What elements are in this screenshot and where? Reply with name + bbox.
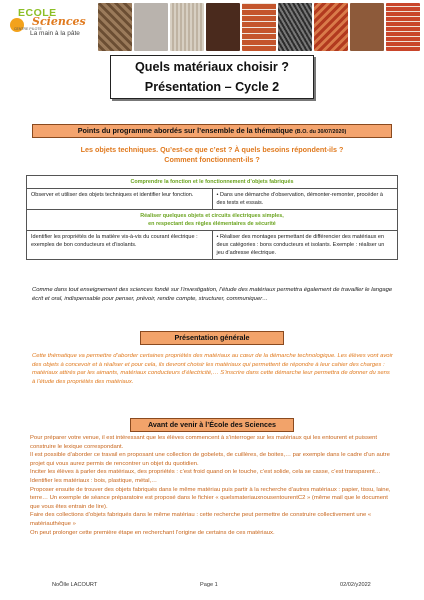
before-visit-paragraph: Il est possible d’aborder ce travail en proposant une collection de gobelets, de cuillères, de boites,… par exemple dans le cadre d’un autre projet qui vous aurez permis de rencontrer un objet du quotidien. (30, 452, 390, 467)
guiding-questions (50, 145, 374, 165)
logo-main-text: La main à la pâte (30, 30, 80, 37)
table-header-1: Comprendre la fonction et le fonctionnement d’objets fabriqués (130, 179, 294, 185)
footer-date: 02/02/y2022 (340, 582, 371, 588)
leather-texture-tile (350, 3, 384, 51)
before-visit-paragraph: On peut prolonger cette première étape en recherchant l’origine de certains de ces matériaux. (30, 529, 275, 536)
material-texture-strip (98, 3, 420, 51)
table-header-row (27, 176, 397, 188)
table-row (27, 230, 397, 259)
brick-texture-tile (242, 3, 276, 51)
page-header (0, 0, 424, 52)
presentation-paragraph: Cette thématique va permettre d’aborder certaines propriétés des matériaux au cœur de la démarche technologique. Les élèves vont avoir des objets à concevoir et à réaliser et pour cela, ils devront choisir les matériaux qui permettent de répondre à leur cahier des charges : matériaux attirés par les aimants, matériaux conducteurs d’électricité,… S’inscrire dans cette démarche leur permettra de donner du sens à l’étude des propriétés des matériaux. (32, 353, 393, 385)
question-1: Les objets techniques. Qu’est-ce que c’est ? À quels besoins répondent-ils ? (80, 145, 344, 154)
before-visit-paragraph: Pour préparer votre venue, il est intéressant que les élèves commencent à s’interroger sur les matériaux qui les entourent et puissent construire le lexique correspondant. (30, 435, 378, 450)
footer-page-number: Page 1 (200, 582, 218, 588)
document-title-box (110, 55, 314, 99)
logo-ecole-text: ECOLE (18, 7, 57, 19)
section-before-visit-heading: Avant de venir à l’École des Sciences (130, 418, 294, 432)
section-presentation-heading: Présentation générale (140, 331, 284, 345)
before-visit-paragraph: Faire des collections d’objets fabriqués dans le même matériau : cette recherche peut permettre de construire collectivement une « matériauthèque » (30, 512, 372, 527)
before-visit-paragraph: Proposer ensuite de trouver des objets fabriqués dans le même matériau puis partir à la recherche d’autres matériaux : papier, tissu, laine, terre… Un exemple de séance préparatoire est proposé dans le fichier « quelsmateriauxnousentourentC2 » (même mail que le document que vous êtes entrain de lire). (30, 486, 391, 510)
table-header-2-line-1: Réaliser quelques objets et circuits électriques simples, (140, 213, 284, 219)
table-header-2-line-2: en respectant des règles élémentaires de sécurité (148, 221, 276, 227)
before-visit-paragraph: Inciter les élèves à parler des matériaux, des propriétés : c’est froid quand on le touche, c’est solide, cela se casse, c’est transparent… (30, 469, 381, 476)
table-cell-competence: Observer et utiliser des objets techniques et identifier leur fonction. (31, 192, 194, 198)
red-brick-texture-tile (386, 3, 420, 51)
table-header-2 (140, 212, 284, 228)
table-header-row (27, 209, 397, 230)
logo-sciences-text: Sciences (32, 15, 86, 28)
question-2: Comment fonctionnent-ils ? (164, 155, 260, 164)
wood-texture-tile (98, 3, 132, 51)
programme-heading-text: Points du programme abordés sur l’ensemble de la thématique (77, 126, 294, 135)
terracotta-texture-tile (314, 3, 348, 51)
before-visit-paragraph: Identifier les matériaux : bois, plastique, métal,… (30, 477, 158, 484)
logo-centre-text: CENTRE PILOTE (14, 27, 42, 31)
fabric-texture-tile (170, 3, 204, 51)
table-cell-competence: Identifier les propriétés de la matière vis-à-vis du courant électrique : exemples de bon conducteurs et d’isolants. (31, 234, 198, 248)
table-cell-activity: • Dans une démarche d’observation, démonter-remonter, procéder à des tests et essais. (212, 189, 398, 209)
stone-texture-tile (134, 3, 168, 51)
dark-wood-texture-tile (206, 3, 240, 51)
programme-heading-note: (B.O. du 30/07/2020) (295, 129, 347, 135)
section-programme-heading (32, 124, 392, 138)
before-visit-text (30, 434, 396, 537)
programme-table (26, 175, 398, 260)
footer-author: NoÕlle LACOURT (52, 582, 98, 588)
weave-texture-tile (278, 3, 312, 51)
intro-paragraph: Comme dans tout enseignement des sciences fondé sur l’investigation, l’étude des matériaux permettra également de travailler le langage écrit et oral, indispensable pour penser, prévoir, rendre compte, structurer, communiquer… (32, 287, 393, 302)
table-row (27, 188, 397, 209)
ecole-des-sciences-logo (8, 4, 90, 48)
document-title: Quels matériaux choisir ? (135, 60, 289, 74)
table-cell-activity: • Réaliser des montages permettant de différencier des matériaux en deux catégories : bons conducteurs et isolants. Exemple : réaliser un jeu d’adresse électrique. (212, 231, 398, 259)
document-subtitle: Présentation – Cycle 2 (144, 80, 280, 94)
